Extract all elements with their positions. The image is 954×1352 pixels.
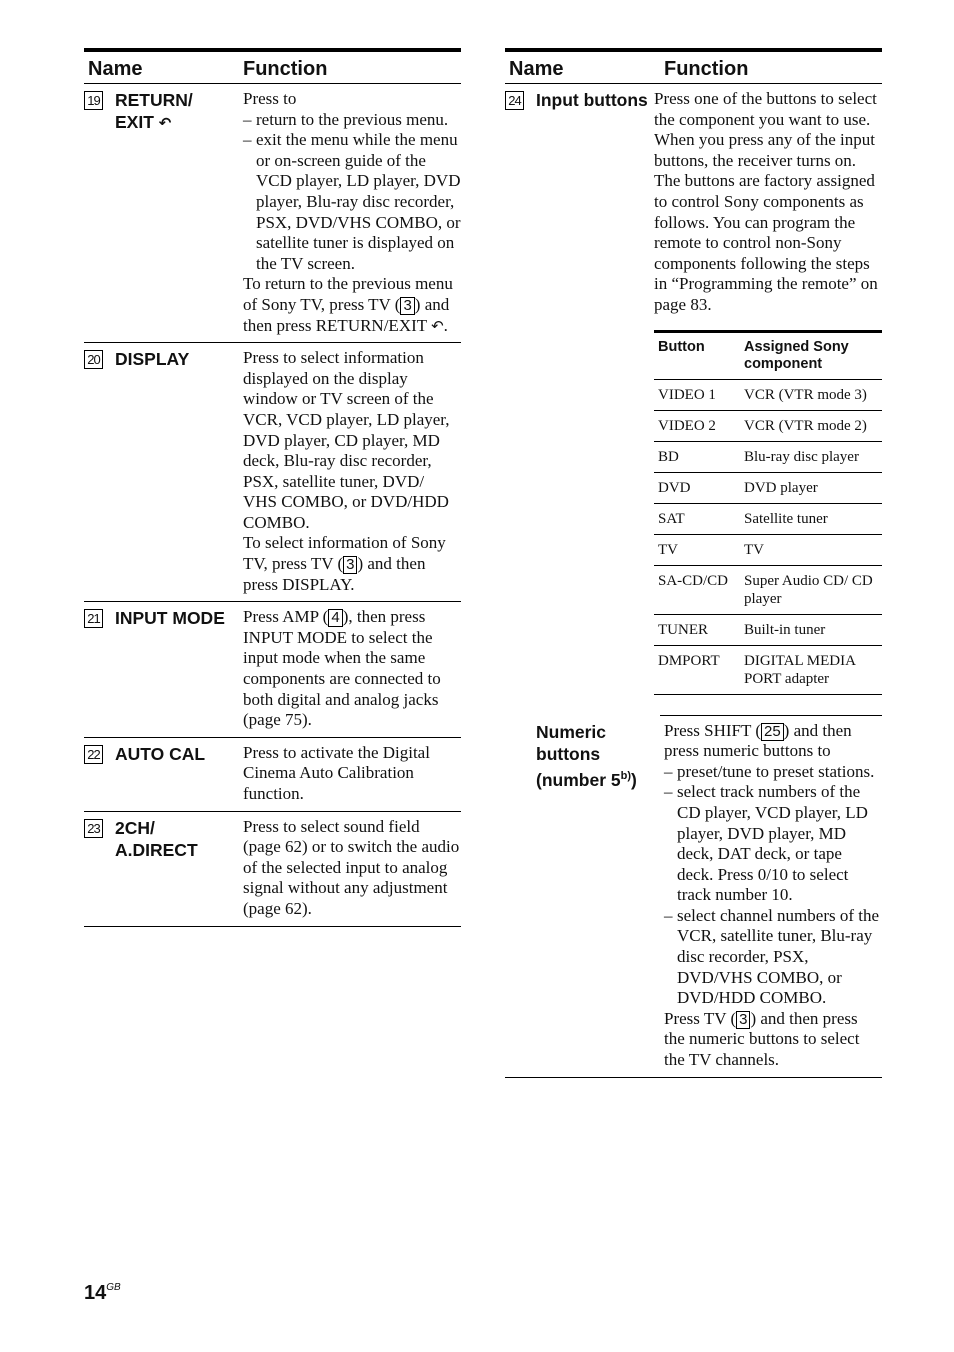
- subtable-cell: SA-CD/CD: [654, 565, 740, 614]
- subtable-row: [654, 410, 882, 441]
- key-number: 25: [761, 723, 784, 741]
- item-name: [536, 721, 664, 791]
- subtable-cell: Built-in tuner: [740, 614, 882, 645]
- subtable-cell: TUNER: [654, 614, 740, 645]
- subtable-cell: DVD player: [740, 472, 882, 503]
- key-number: 3: [736, 1011, 750, 1029]
- item-name-line: EXIT: [115, 112, 154, 132]
- subtable-cell: BD: [654, 441, 740, 472]
- item-name-line: 2CH/: [115, 817, 155, 838]
- name-cell: [84, 89, 243, 336]
- return-icon: ↶: [431, 316, 444, 335]
- item-name: DISPLAY: [115, 349, 190, 370]
- subtable-row: [654, 441, 882, 472]
- key-number: 3: [343, 556, 357, 574]
- function-text: Press to select information displayed on the display window or TV screen of the VCR, VCD player, LD player, DVD player, CD player, MD deck, Blu-ray disc recorder, PSX, satellite tuner, DVD/ VHS COMBO, or DVD/HDD COMBO.: [243, 348, 450, 532]
- item-name: INPUT MODE: [115, 608, 225, 629]
- name-cell: [84, 348, 243, 595]
- subtable-header-button: Button: [654, 331, 740, 379]
- function-text: Press to select sound field (page 62) or to switch the audio of the selected input to analog signal without any adjustment (page 62).: [243, 816, 460, 918]
- subtable-row: [654, 614, 882, 645]
- left-table: [84, 48, 461, 927]
- item-name: AUTO CAL: [115, 743, 206, 764]
- dash-glyph: –: [664, 782, 673, 802]
- function-intro: [664, 721, 882, 762]
- table-row: [505, 716, 882, 1077]
- table-row: [84, 602, 461, 738]
- subtable-row: [654, 645, 882, 694]
- name-cell: [84, 743, 243, 805]
- header-name: Name: [88, 58, 143, 80]
- function-cell: [243, 607, 461, 731]
- table-row: [84, 812, 461, 927]
- subtable-row: [654, 503, 882, 534]
- item-number: 21: [84, 609, 103, 628]
- table-row: [84, 84, 461, 343]
- dash-glyph: –: [664, 761, 673, 781]
- item-number: 22: [84, 745, 103, 764]
- bullet-item: [664, 762, 882, 783]
- function-text: [243, 607, 461, 731]
- subtable-cell: Satellite tuner: [740, 503, 882, 534]
- function-text: Press to activate the Digital Cinema Auto Calibration function.: [243, 742, 430, 803]
- table-bottom-rule: [505, 1077, 882, 1078]
- subtable-row: [654, 565, 882, 614]
- page-number-value: 14: [84, 1282, 107, 1304]
- table-row: [505, 84, 882, 701]
- dash-glyph: –: [664, 905, 673, 925]
- bullet-text: preset/tune to preset stations.: [677, 761, 875, 781]
- table-row: [84, 738, 461, 812]
- subtable-cell: TV: [740, 534, 882, 565]
- subtable-row: [654, 534, 882, 565]
- function-cell: [654, 89, 882, 695]
- subtable-header-row: [654, 331, 882, 379]
- bullet-text: return to the previous menu.: [256, 109, 449, 129]
- subtable-row: [654, 379, 882, 410]
- key-number: 3: [400, 297, 414, 315]
- function-text-part: Press SHIFT (: [664, 720, 761, 740]
- subtable-cell: Super Audio CD/ CD player: [740, 565, 882, 614]
- function-text-part: ) and then press numeric buttons to: [664, 720, 852, 761]
- return-icon: ↶: [158, 114, 172, 132]
- item-number: 19: [84, 91, 103, 110]
- subtable-cell: DVD: [654, 472, 740, 503]
- subtable-cell: VCR (VTR mode 2): [740, 410, 882, 441]
- name-cell: [84, 607, 243, 731]
- subtable-cell: VIDEO 1: [654, 379, 740, 410]
- item-name-line: (number 5: [536, 769, 621, 790]
- right-table-header: [505, 48, 882, 84]
- item-name-line: Numeric: [536, 721, 607, 742]
- bullet-text: select track numbers of the CD player, VCD player, LD player, DVD player, MD deck, DAT deck, or tape deck. Press 0/10 to select track number 10.: [677, 782, 868, 905]
- function-note: [243, 533, 461, 595]
- function-text-part: Press AMP (: [243, 607, 329, 627]
- item-name: [115, 817, 243, 861]
- left-table-header: [84, 48, 461, 84]
- function-intro: Press to: [243, 89, 297, 108]
- subtable-cell: Blu-ray disc player: [740, 441, 882, 472]
- subtable-cell: VCR (VTR mode 3): [740, 379, 882, 410]
- note-text: To return to the previous menu of Sony TV, press TV (: [243, 274, 453, 314]
- note-text: ) and then press RETURN/EXIT: [243, 294, 450, 335]
- item-name: Input buttons: [536, 90, 648, 110]
- bullet-item: [664, 782, 882, 906]
- note-text: ) and then press the numeric buttons to select the TV channels.: [664, 1008, 860, 1070]
- dash-glyph: –: [243, 109, 252, 129]
- page-number-suffix: GB: [106, 1282, 121, 1293]
- function-cell: [243, 348, 461, 595]
- table-row: [84, 343, 461, 602]
- note-text: To select information of Sony TV, press TV (: [243, 533, 446, 574]
- item-name-line: RETURN/: [115, 90, 193, 110]
- header-function: Function: [664, 58, 749, 80]
- function-cell: [664, 721, 882, 1071]
- header-name: Name: [509, 58, 564, 80]
- name-cell: [505, 89, 654, 695]
- subtable-header-component: Assigned Sony component: [740, 331, 882, 379]
- bullet-text: exit the menu while the menu or on-screen guide of the VCD player, LD player, DVD player, Blu-ray disc recorder, PSX, DVD/VHS COMBO, or satellite tuner is displayed on the TV screen.: [256, 130, 461, 273]
- function-cell: [243, 817, 461, 920]
- key-number: 4: [328, 609, 342, 627]
- item-name-line: buttons: [536, 743, 601, 764]
- note-text: ) and then press DISPLAY.: [243, 554, 426, 594]
- header-function: Function: [243, 58, 328, 80]
- subtable-cell: SAT: [654, 503, 740, 534]
- function-text-part: ), then press INPUT MODE to select the input mode when the same components are connected to both digital and analog jacks (page 75).: [243, 607, 441, 730]
- function-note: [243, 274, 461, 336]
- item-number: 24: [505, 91, 524, 110]
- bullet-item: [243, 110, 461, 131]
- note-text: .: [443, 315, 448, 335]
- item-name-line: A.DIRECT: [115, 839, 198, 860]
- function-text: Press one of the buttons to select the component you want to use. When you press any of the input buttons, the receiver turns on. The buttons are factory assigned to control Sony components as follows. You can program the remote to control non-Sony components following the steps in “Programming the remote” on page 83.: [654, 89, 878, 314]
- item-name: [115, 89, 243, 134]
- footnote-mark: b): [620, 769, 631, 782]
- note-text: Press TV (: [664, 1008, 737, 1028]
- subtable-cell: TV: [654, 534, 740, 565]
- bullet-text: select channel numbers of the VCR, satellite tuner, Blu-ray disc recorder, PSX, DVD/VHS COMBO, or DVD/HDD COMBO.: [677, 905, 880, 1008]
- dash-glyph: –: [243, 130, 252, 150]
- function-cell: [243, 89, 461, 336]
- page-number: [84, 1282, 121, 1305]
- function-cell: [243, 743, 461, 805]
- bullet-item: [664, 906, 882, 1009]
- subtable-row: [654, 472, 882, 503]
- item-name-line: ): [631, 769, 637, 790]
- function-note: [664, 1009, 882, 1071]
- assigned-component-table: [654, 330, 882, 695]
- item-number: 23: [84, 819, 103, 838]
- subtable-cell: DIGITAL MEDIA PORT adapter: [740, 645, 882, 694]
- name-cell: [505, 721, 664, 1071]
- subtable-cell: VIDEO 2: [654, 410, 740, 441]
- name-cell: [84, 817, 243, 920]
- bullet-item: [243, 130, 461, 274]
- subtable-cell: DMPORT: [654, 645, 740, 694]
- item-number: 20: [84, 350, 103, 369]
- right-table: [505, 48, 882, 1078]
